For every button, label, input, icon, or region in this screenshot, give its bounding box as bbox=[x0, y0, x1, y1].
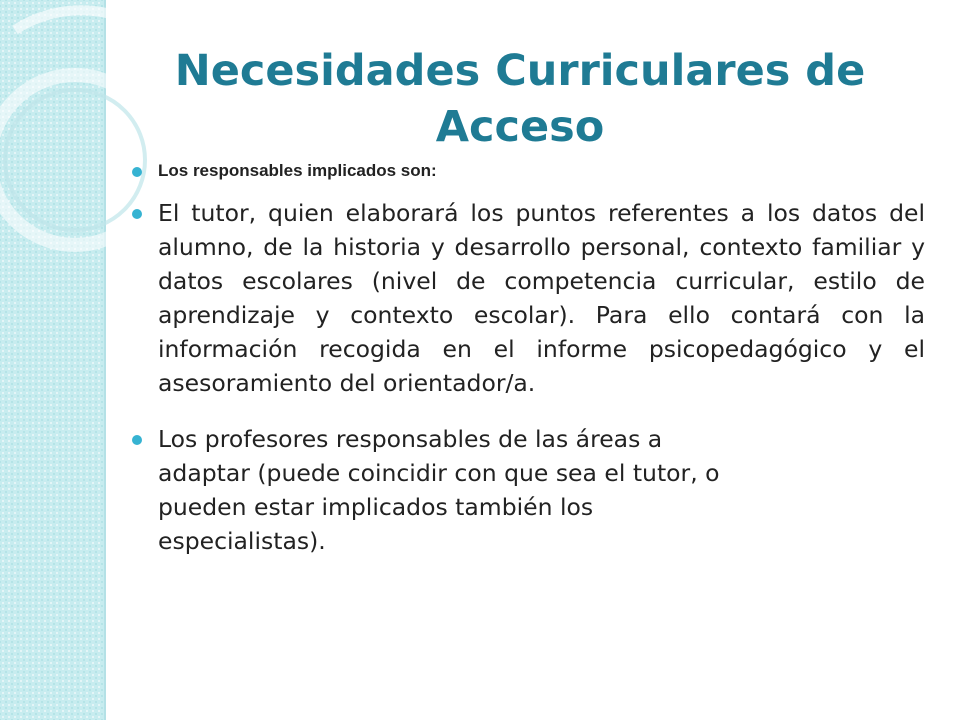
bullet-text: El tutor, quien elaborará los puntos referentes a los datos del alumno, de la historia y desarrollo personal, contexto familiar y datos escolares (nivel de competencia curricular, estilo de aprendizaje y contexto escolar). Para ello contará con la información recogida en el informe psicopedagógico y el asesoramiento del orientador/a. bbox=[158, 199, 925, 397]
bullet-text: Los responsables implicados son: bbox=[158, 161, 437, 180]
bullet-dot-icon bbox=[132, 167, 142, 177]
bullet-dot-icon bbox=[132, 209, 142, 219]
bullet-item bbox=[130, 422, 728, 558]
bullet-text: Los profesores responsables de las áreas a adaptar (puede coincidir con que sea el tutor, o pueden estar implicados también los especialistas). bbox=[158, 425, 720, 555]
bullet-item bbox=[130, 160, 925, 182]
bullet-item bbox=[130, 196, 925, 400]
bullet-list bbox=[130, 160, 925, 580]
slide-title: Necesidades Curriculares de Acceso bbox=[174, 45, 866, 152]
decorative-side-band bbox=[0, 0, 106, 720]
bullet-dot-icon bbox=[132, 435, 142, 445]
